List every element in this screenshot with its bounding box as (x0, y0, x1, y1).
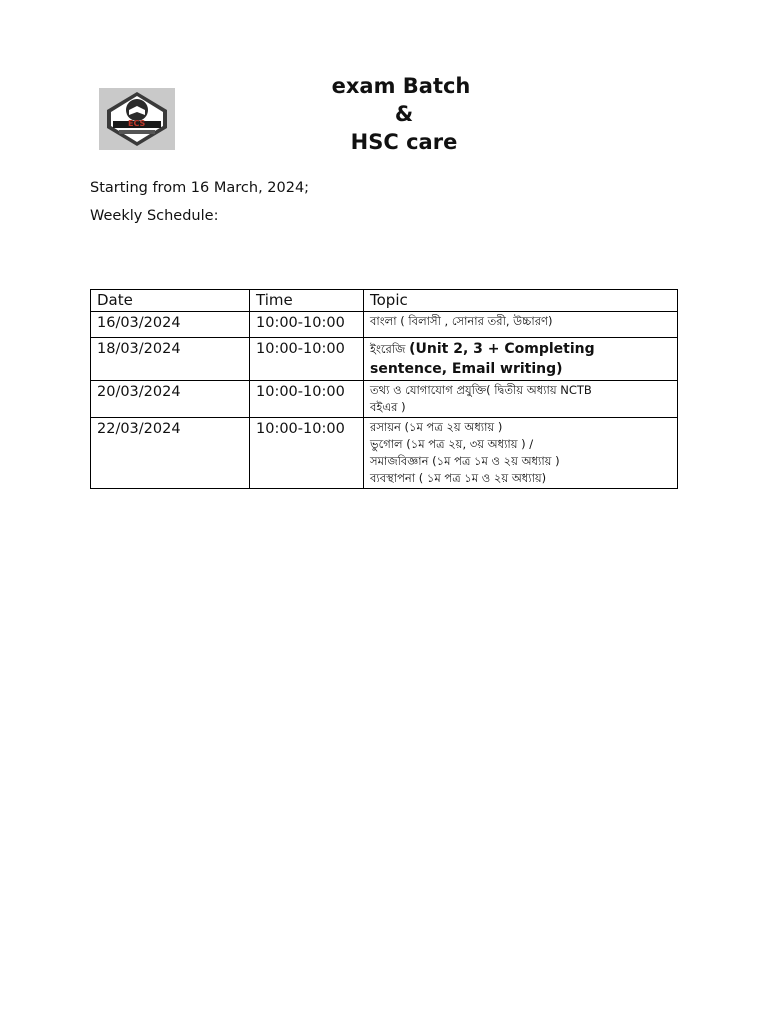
start-date-text: Starting from 16 March, 2024; (90, 180, 310, 196)
row-topic (364, 338, 678, 381)
topic-line: ব্যবস্থাপনা ( ১ম পত্র ১ম ও ২য় অধ্যায়) (370, 471, 547, 485)
row-date: 22/03/2024 (91, 418, 250, 489)
topic-line: বইএর ) (370, 400, 406, 414)
title-line-1: exam Batch (331, 74, 471, 98)
topic-line: তথ্য ও যোগাযোগ প্রযুক্তি( দ্বিতীয় অধ্যায় NCTB (370, 383, 592, 397)
topic-line: সমাজবিজ্ঞান (১ম পত্র ১ম ও ২য় অধ্যায় ) (370, 454, 560, 468)
row-date: 18/03/2024 (91, 338, 250, 381)
row-topic (364, 418, 678, 489)
title-line-2: & (394, 102, 414, 126)
table-row (91, 418, 678, 489)
table-row (91, 312, 678, 338)
topic-bold: (Unit 2, 3 + Completing sentence, Email writing) (370, 341, 595, 377)
logo-text: ECS (128, 119, 146, 128)
table-row (91, 338, 678, 381)
table-row (91, 381, 678, 418)
row-topic (364, 381, 678, 418)
page-title (0, 72, 768, 156)
schedule-table (90, 289, 678, 489)
row-date: 16/03/2024 (91, 312, 250, 338)
schedule-heading: Weekly Schedule: (90, 208, 219, 224)
title-line-3: HSC care (350, 130, 458, 154)
header-date: Date (91, 290, 250, 312)
row-time: 10:00-10:00 (250, 312, 364, 338)
row-date: 20/03/2024 (91, 381, 250, 418)
topic-line: বাংলা ( বিলাসী , সোনার তরী, উচ্চারণ) (370, 314, 553, 328)
header-topic: Topic (364, 290, 678, 312)
row-time: 10:00-10:00 (250, 381, 364, 418)
topic-line: রসায়ন (১ম পত্র ২য় অধ্যায় ) (370, 420, 503, 434)
row-time: 10:00-10:00 (250, 418, 364, 489)
topic-line: ভুগোল (১ম পত্র ২য়, ৩য় অধ্যায় ) / (370, 437, 534, 451)
row-time: 10:00-10:00 (250, 338, 364, 381)
header-time: Time (250, 290, 364, 312)
topic-prefix: ইংরেজি (370, 342, 410, 356)
table-header-row (91, 290, 678, 312)
row-topic (364, 312, 678, 338)
